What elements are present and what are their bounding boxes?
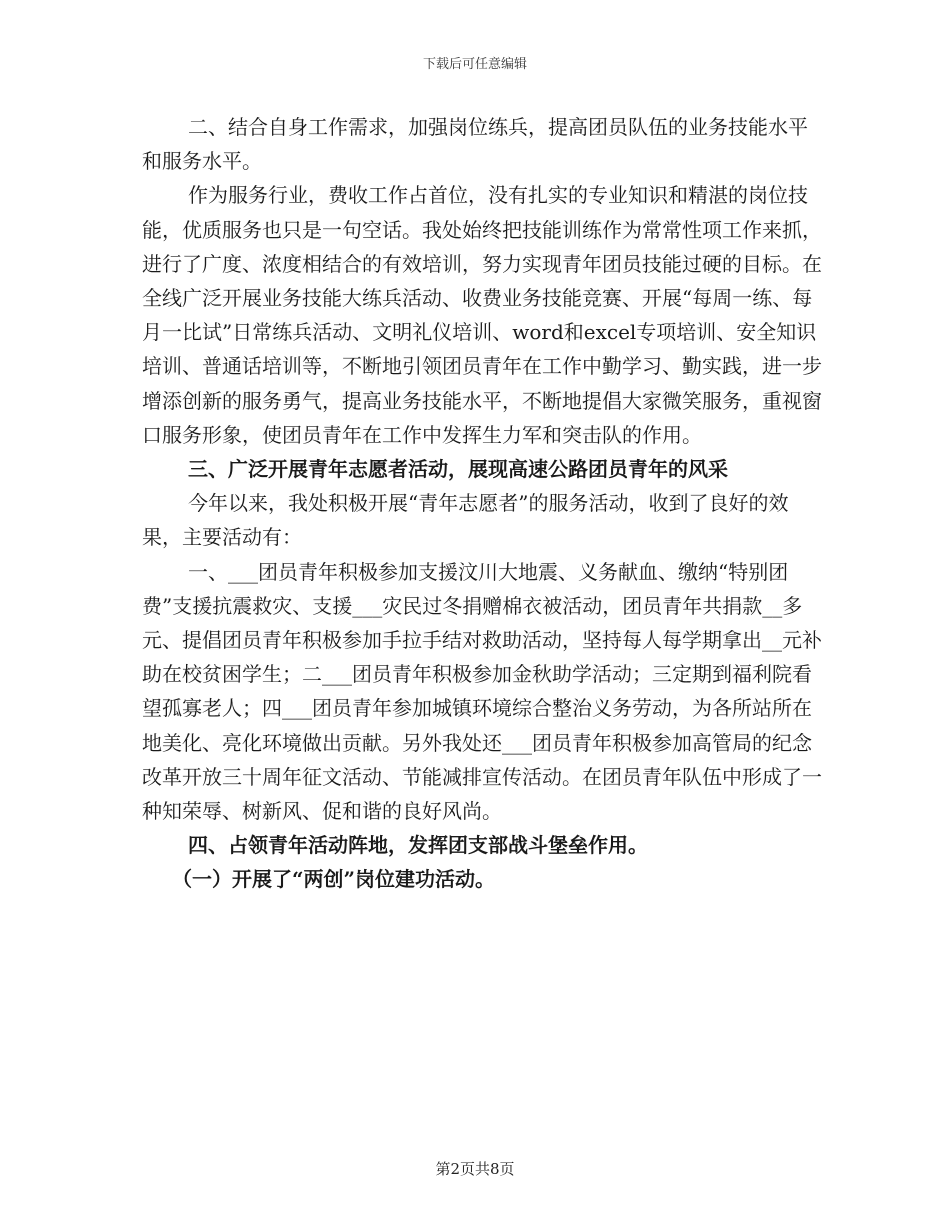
paragraph-section-3-activities: 一、___团员青年积极参加支援汶川大地震、义务献血、缴纳“特别团费”支援抗震救灾、支援___灾民过冬捐赠棉衣被活动，团员青年共捐款__多元、提倡团员青年积极参加手拉手结对救助活动，坚持每人每学期拿出__元补助在校贫困学生；二___团员青年积极参加金秋助学活动；三定期到福利院看望孤寡老人；四___团员青年参加城镇环境综合整治义务劳动，为各所站所在地美化、亮化环境做出贡献。另外我处还___团员青年积极参加高管局的纪念改革开放三十周年征文活动、节能减排宣传活动。在团员青年队伍中形成了一种知荣辱、树新风、促和谐的良好风尚。 — [142, 559, 822, 824]
document-body — [142, 110, 822, 897]
page-footer: 第2页共8页 — [435, 1160, 515, 1178]
paragraph-section-3-heading: 三、广泛开展青年志愿者活动，展现高速公路团员青年的风采 — [188, 457, 728, 482]
paragraph-section-2-body: 作为服务行业，费收工作占首位，没有扎实的专业知识和精湛的岗位技能，优质服务也只是一句空话。我处始终把技能训练作为常常性项工作来抓，进行了广度、浓度相结合的有效培训，努力实现青年团员技能过硬的目标。在全线广泛开展业务技能大练兵活动、收费业务技能竞赛、开展“每周一练、每月一比试”日常练兵活动、文明礼仪培训、word和excel专项培训、安全知识培训、普通话培训等，不断地引领团员青年在工作中勤学习、勤实践，进一步增添创新的服务勇气，提高业务技能水平，不断地提倡大家微笑服务，重视窗口服务形象，使团员青年在工作中发挥生力军和突击队的作用。 — [142, 183, 822, 447]
paragraph-section-3-intro: 今年以来，我处积极开展“青年志愿者”的服务活动，收到了良好的效果，主要活动有： — [142, 491, 789, 550]
paragraph-subsection-1-heading: （一）开展了“两创”岗位建功活动。 — [172, 867, 496, 892]
paragraph-section-2-heading: 二、结合自身工作需求，加强岗位练兵，提高团员队伍的业务技能水平和服务水平。 — [142, 115, 808, 174]
page-header: 下载后可任意编辑 — [422, 57, 527, 72]
paragraph-section-4-heading: 四、占领青年活动阵地，发挥团支部战斗堡垒作用。 — [188, 833, 648, 858]
